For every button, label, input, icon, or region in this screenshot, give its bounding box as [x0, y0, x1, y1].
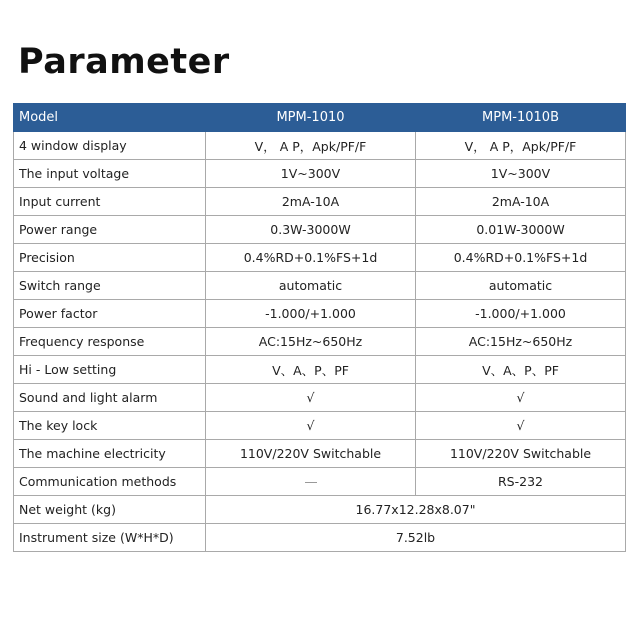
cell-mpm-1010	[206, 468, 416, 496]
cell-mpm-1010: 0.3W-3000W	[206, 216, 416, 244]
cell-mpm-1010b: automatic	[416, 272, 626, 300]
cell-merged: 16.77x12.28x8.07"	[206, 496, 626, 524]
table-row	[14, 440, 626, 468]
table-row	[14, 468, 626, 496]
table-row	[14, 384, 626, 412]
cell-mpm-1010: √	[206, 384, 416, 412]
cell-mpm-1010: 1V~300V	[206, 160, 416, 188]
row-label: Sound and light alarm	[14, 384, 206, 412]
cell-mpm-1010b: RS-232	[416, 468, 626, 496]
cell-merged: 7.52lb	[206, 524, 626, 552]
row-label: Power range	[14, 216, 206, 244]
row-label: Communication methods	[14, 468, 206, 496]
header-model: Model	[14, 104, 206, 132]
row-label: Hi - Low setting	[14, 356, 206, 384]
cell-mpm-1010: -1.000/+1.000	[206, 300, 416, 328]
page-title: Parameter	[18, 42, 230, 82]
row-label: 4 window display	[14, 132, 206, 160]
table-header-row	[14, 104, 626, 132]
table-row	[14, 160, 626, 188]
header-mpm-1010: MPM-1010	[206, 104, 416, 132]
cell-mpm-1010b: √	[416, 412, 626, 440]
row-label: The key lock	[14, 412, 206, 440]
table-row	[14, 412, 626, 440]
table-row	[14, 244, 626, 272]
cell-mpm-1010: 0.4%RD+0.1%FS+1d	[206, 244, 416, 272]
table-row	[14, 524, 626, 552]
cell-mpm-1010b: 1V~300V	[416, 160, 626, 188]
cell-mpm-1010b: 0.4%RD+0.1%FS+1d	[416, 244, 626, 272]
cell-mpm-1010b: 0.01W-3000W	[416, 216, 626, 244]
table-row	[14, 356, 626, 384]
row-label: The input voltage	[14, 160, 206, 188]
cell-mpm-1010b: V， A P，Apk/PF/F	[416, 132, 626, 160]
cell-mpm-1010: √	[206, 412, 416, 440]
cell-mpm-1010: V， A P，Apk/PF/F	[206, 132, 416, 160]
cell-mpm-1010b: AC:15Hz~650Hz	[416, 328, 626, 356]
cell-mpm-1010: 2mA-10A	[206, 188, 416, 216]
cell-mpm-1010: automatic	[206, 272, 416, 300]
table-row	[14, 328, 626, 356]
table-row	[14, 188, 626, 216]
table-row	[14, 216, 626, 244]
table-row	[14, 496, 626, 524]
row-label: Precision	[14, 244, 206, 272]
row-label: Frequency response	[14, 328, 206, 356]
cell-mpm-1010b: √	[416, 384, 626, 412]
cell-mpm-1010: AC:15Hz~650Hz	[206, 328, 416, 356]
table-row	[14, 272, 626, 300]
row-label: Input current	[14, 188, 206, 216]
row-label: Power factor	[14, 300, 206, 328]
parameter-table	[13, 103, 626, 552]
cell-mpm-1010b: 110V/220V Switchable	[416, 440, 626, 468]
table-row	[14, 132, 626, 160]
row-label: Switch range	[14, 272, 206, 300]
row-label: The machine electricity	[14, 440, 206, 468]
table-row	[14, 300, 626, 328]
header-mpm-1010b: MPM-1010B	[416, 104, 626, 132]
row-label: Instrument size (W*H*D)	[14, 524, 206, 552]
cell-mpm-1010b: -1.000/+1.000	[416, 300, 626, 328]
cell-mpm-1010: 110V/220V Switchable	[206, 440, 416, 468]
cell-mpm-1010b: V、A、P、PF	[416, 356, 626, 384]
cell-mpm-1010b: 2mA-10A	[416, 188, 626, 216]
row-label: Net weight (kg)	[14, 496, 206, 524]
dash-mark	[305, 482, 317, 483]
cell-mpm-1010: V、A、P、PF	[206, 356, 416, 384]
